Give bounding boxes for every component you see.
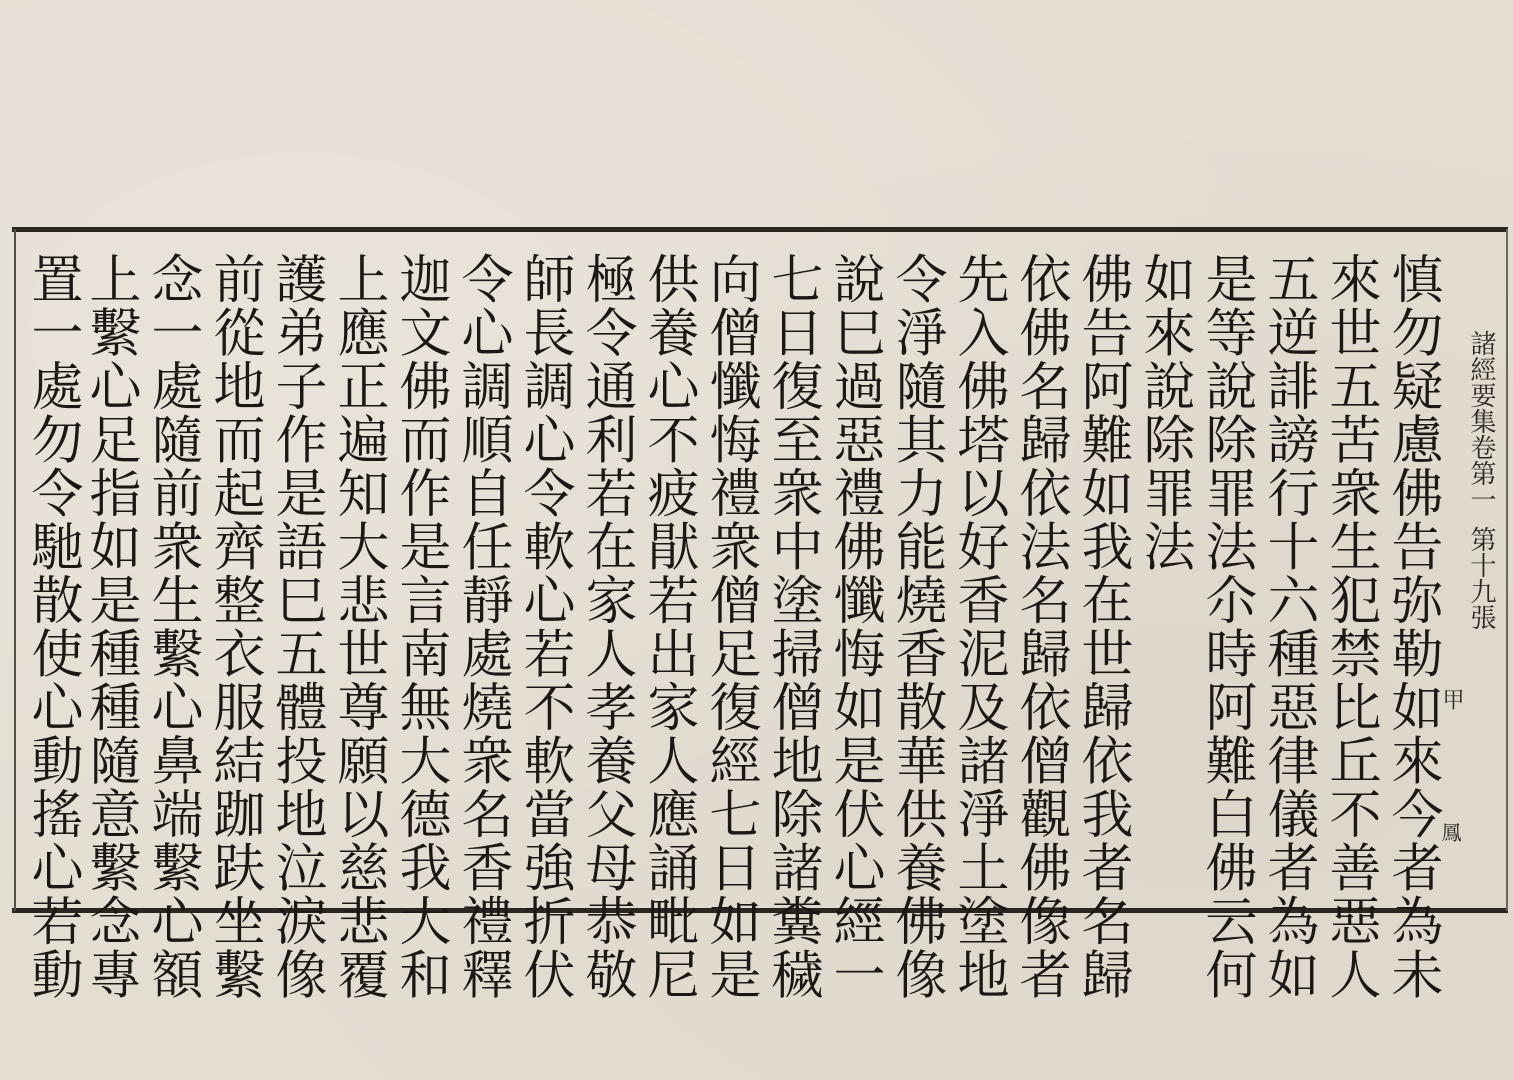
- text-column-22: 上繫心足指如是種種隨意繫念專: [80, 252, 140, 1001]
- text-column-8: 先入佛塔以好香泥及諸淨土塗地: [948, 252, 1008, 1001]
- text-column-1: 慎勿疑慮佛告弥勒如來今者為未: [1382, 252, 1442, 1001]
- text-column-16: 令心調順自任靜處燒衆名香禮釋: [452, 252, 512, 1001]
- text-column-7: 依佛名歸依法名歸依僧觀佛像者: [1010, 252, 1070, 1001]
- text-column-20: 前從地而起齊整衣服結跏趺坐繫: [204, 252, 264, 1001]
- text-column-9: 令淨隨其力能燒香散華供養佛像: [886, 252, 946, 1001]
- margin-title-text: 諸經要集卷第一: [1466, 330, 1496, 512]
- right-border-rule: [1506, 229, 1508, 911]
- text-column-10: 說巳過惡禮佛懺悔如是伏心經一: [824, 252, 884, 1001]
- text-column-11: 七日復至衆中塗掃僧地除諸糞穢: [762, 252, 822, 1001]
- text-column-17: 迦文佛而作是言南無大德我大和: [390, 252, 450, 1001]
- text-column-3: 五逆誹謗行十六種惡律儀者為如: [1258, 252, 1318, 1001]
- text-column-15: 師長調心令軟心若不軟當強折伏: [514, 252, 574, 1001]
- margin-sheet-text: 第十九張: [1466, 526, 1496, 630]
- top-border-rule: [12, 227, 1508, 232]
- text-column-13: 供養心不疲猒若出家人應誦毗尼: [638, 252, 698, 1001]
- margin-title: [1466, 330, 1496, 630]
- text-column-18: 上應正遍知大悲世尊願以慈悲覆: [328, 252, 388, 1001]
- text-column-23: 置一處勿令馳散使心動搖心若動: [22, 252, 82, 1001]
- text-column-6: 佛告阿難如我在世歸依我者名歸: [1072, 252, 1132, 1001]
- text-column-4: 是等說除罪法尒時阿難白佛云何: [1196, 252, 1256, 1001]
- text-column-14: 極令通利若在家人孝養父母恭敬: [576, 252, 636, 1001]
- text-column-5: 如來說除罪法: [1134, 252, 1194, 573]
- margin-mark: 甲: [1439, 688, 1464, 710]
- text-column-2: 來世五苦衆生犯禁比丘不善惡人: [1320, 252, 1380, 1001]
- text-column-12: 向僧懺悔禮衆僧足復經七日如是: [700, 252, 760, 1001]
- margin-seal-mark: 鳳: [1438, 822, 1462, 842]
- text-column-21: 念一處隨前衆生繫心鼻端繫心額: [142, 252, 202, 1001]
- left-border-rule: [14, 229, 16, 911]
- text-column-19: 護弟子作是語巳五體投地泣淚像: [266, 252, 326, 1001]
